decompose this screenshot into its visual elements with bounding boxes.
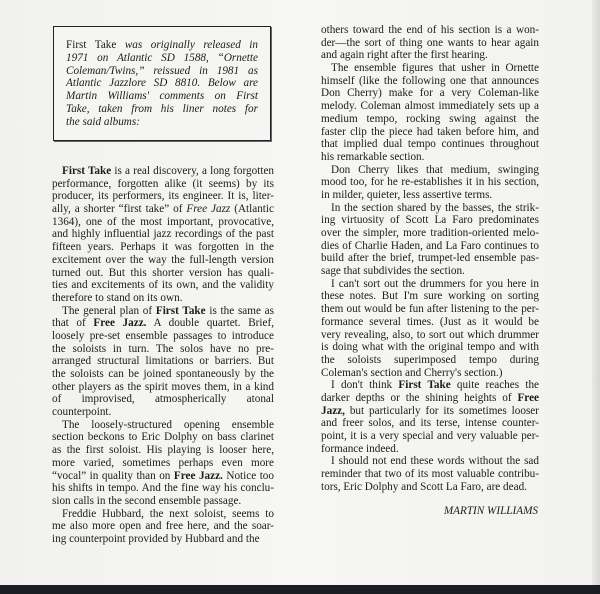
text-run: his shifts in tempo. And the fine way his conclu- [52,482,274,495]
text-line [321,214,539,227]
text-line [321,278,539,291]
text-line [66,77,258,90]
text-line [321,138,539,151]
paragraph [321,164,539,202]
roman-title: First Take [66,39,117,51]
text-line [66,90,258,103]
text-run: ing virtuosity of Scott La Faro predominates [321,214,539,227]
text-line [52,355,274,368]
bold-title: First Take [155,304,206,317]
text-line [321,417,539,430]
text-run: and highly influential jazz recordings of the past [52,228,274,241]
intro-note-box [53,26,271,141]
paragraph [52,508,274,546]
text-run: was originally released in [116,39,258,51]
text-line [321,202,539,215]
text-run: fifteen years. Perhaps it was forgotten in the [52,241,274,254]
text-run: turned out. But this shorter version has quali- [52,266,274,279]
paragraph [321,24,539,62]
text-line [321,252,539,265]
intro-note-text [66,39,258,129]
text-line [321,113,539,126]
text-run: is a real discovery, a long forgotten [111,165,275,177]
text-line [321,405,539,418]
text-line [321,455,539,468]
author-signature: MARTIN WILLIAMS [443,505,538,517]
text-line [321,227,539,240]
text-line [321,290,539,303]
text-run: build after the brief, trumpet-led ensemble pas- [321,252,539,265]
text-line [321,176,539,189]
left-column [52,165,274,546]
scan-bottom-edge [0,585,600,594]
text-line [321,265,539,278]
text-run: mood too, for he re-establishes it in his section, [321,176,539,189]
bold-title: Free Jazz. [173,469,223,482]
text-run: and again right after the first hearing. [321,49,488,62]
text-line [321,75,539,88]
text-line [52,292,274,305]
text-line [321,468,539,481]
text-run: In the section shared by the basses, the strik- [331,201,539,214]
paragraph [321,455,539,493]
text-run: counterpoint. [52,406,112,419]
text-line [52,495,274,508]
text-line [321,341,539,354]
text-run: Take, taken from his liner notes for [66,102,258,115]
text-run: sion calls in the second ensemble passage. [52,494,242,507]
text-line [52,444,274,457]
paragraph [321,62,539,164]
text-run: Freddie Hubbard, the next soloist, seems to [62,507,274,520]
text-line [321,316,539,329]
text-line [52,520,274,533]
bold-title: Free [517,391,539,404]
text-run: the soloists superimposed tempo during [321,353,539,366]
bold-title: First Take [398,379,451,392]
text-line [321,87,539,100]
text-line [66,52,258,65]
text-line [52,305,274,318]
text-run: medium tempo, rocking swing against the [321,112,539,125]
text-run: therefore to stand on its own. [52,291,183,304]
text-run: that implied dual tempo continues throughout [321,138,539,151]
text-line [321,240,539,253]
text-run: of improvised, atmospherically atonal [52,393,274,406]
text-line [52,533,274,546]
text-run: his remarkable section. [321,150,425,163]
text-run: The loosely-structured opening ensemble [62,418,274,431]
text-run: formance several times. (Just as it would be [321,315,539,328]
text-run: sage that subdivides the section. [321,265,465,278]
text-line [52,457,274,470]
text-line [52,190,274,203]
text-run: I don't think [331,379,399,392]
text-run: as the first soloist. His playing is looser here, [52,444,274,457]
text-run: I can't sort out the drummers for you here in [331,277,539,290]
text-line [321,151,539,164]
text-line [52,216,274,229]
paragraph [52,305,274,419]
text-line [321,24,539,37]
text-run: dies of Charlie Haden, and La Faro continues to [321,239,539,252]
paragraph [321,202,539,278]
text-line [321,62,539,75]
text-run: ties and excitements of its own, and the validity [52,279,274,292]
text-run: excitement over the way the full-length version [52,253,274,266]
text-line [52,368,274,381]
text-run: 1971 on Atlantic SD 1588, “Ornette [66,51,258,64]
text-line [321,164,539,177]
text-run: section beckons to Eric Dolphy on bass clarinet [52,431,274,444]
text-run: is the same as [205,304,275,317]
text-line [52,393,274,406]
text-run: melody. Coleman almost immediately sets up a [321,100,539,113]
text-line [321,189,539,202]
bold-title: Free Jazz. [93,317,147,330]
text-line [52,406,274,419]
text-line [321,481,539,494]
text-line [66,116,258,129]
text-run: ing counterpoint provided by Hubbard and the [52,532,260,545]
text-line [52,254,274,267]
text-line [321,37,539,50]
text-run: performance, forgotten alike (it seems) by its [52,177,274,190]
text-run: himself (like the following one that announces [321,74,539,87]
text-line [321,379,539,392]
bold-title: First Take [62,165,112,177]
text-line [66,39,258,52]
text-line [52,203,274,216]
text-run: tors, Eric Dolphy and Scott La Faro, are dead. [321,480,527,493]
text-line [52,431,274,444]
right-column [321,24,539,493]
text-run: darker depths or the shining heights of [321,391,518,404]
text-run: me also more open and free here, and the soar- [52,520,274,533]
text-run: the soloists in turn. The solos have no pre- [52,342,274,355]
text-run: formance indeed. [321,442,399,455]
text-line [52,317,274,330]
text-run: producer, its performers, its engineer. It is, liter- [52,190,274,203]
text-line [321,100,539,113]
paragraph [321,278,539,380]
text-line [52,228,274,241]
text-run: Atlantic Jazzlore SD 8810. Below are [66,77,258,90]
text-line [321,126,539,139]
text-run: Notice too [222,469,274,482]
text-line [52,343,274,356]
page-edge [592,0,600,588]
text-run: them out would be fun after listening to the per- [321,303,539,316]
text-run: over the simpler, more tradition-oriented melo- [321,227,539,239]
text-run: point, it is a very special and very valuable per- [321,430,539,442]
text-run: but particularly for its sometimes looser [344,404,539,417]
text-line [321,49,539,62]
text-line [321,443,539,456]
text-line [52,419,274,432]
text-run: Coleman/Twins,” reissued in 1981 as [66,64,258,77]
text-run: (Atlantic [230,203,274,216]
text-run: Coleman's section and Cherry's section.) [321,366,503,379]
text-line [52,165,274,178]
text-line [52,470,274,483]
text-line [52,178,274,191]
text-line [52,279,274,292]
text-line [66,103,258,116]
text-run: that of [52,317,94,330]
text-run: and freer solos, and its terse, intense counter- [321,417,539,430]
text-line [52,267,274,280]
text-run: the said albums: [66,115,140,128]
text-run: loosely pre-set ensemble passages to introduce [52,329,274,342]
text-line [321,430,539,443]
text-run: reminder that two of its most valuable contribu- [321,468,539,481]
text-line [321,329,539,342]
paragraph [52,165,274,305]
text-line [321,354,539,367]
italic-title: Free Jazz [186,203,231,216]
bold-title: Jazz, [321,404,345,417]
text-run: Don Cherry likes that medium, swinging [331,163,539,176]
text-run: more varied, sometimes perhaps even more [52,456,274,469]
text-run: is doing what with the original tempo and with [321,341,539,354]
text-run: Don Cherry) make for a very Coleman-like [321,87,539,100]
text-line [52,241,274,254]
text-run: A double quartet. Brief, [146,317,274,330]
text-line [52,482,274,495]
text-run: I should not end these words without the sad [331,455,539,468]
text-line [52,330,274,343]
text-run: The ensemble figures that usher in Ornette [331,62,539,75]
text-run: other players as the spirit moves them, in a kind [52,380,274,393]
text-run: quite reaches the [450,379,540,392]
paragraph [321,379,539,455]
text-line [321,303,539,316]
paragraph [52,419,274,508]
text-run: “vocal” in quality than on [52,469,174,482]
text-run: very revealing, also, to sort out which drummer [321,328,539,341]
text-run: arranged structural limitations or barriers. But [52,355,274,368]
text-run: ally, a shorter “first take” of [52,203,187,216]
text-line [66,65,258,78]
text-run: faster clip the piece had taken before him, and [321,125,539,138]
text-line [321,367,539,380]
text-run: 1364), one of the most important, provocative, [52,215,274,228]
text-run: in milder, quieter, less assertive terms. [321,188,493,201]
text-line [52,508,274,521]
text-run: Martin Williams' comments on First [66,90,258,103]
text-run: the soloists can be joined spontaneously by the [52,368,274,380]
text-line [52,381,274,394]
text-run: The general plan of [62,304,156,317]
text-line [321,392,539,405]
text-run: others toward the end of his section is a won- [321,24,539,36]
text-run: der—the sort of thing one wants to hear again [321,36,539,49]
text-run: these notes. But I'm sure working on sorting [321,290,539,303]
